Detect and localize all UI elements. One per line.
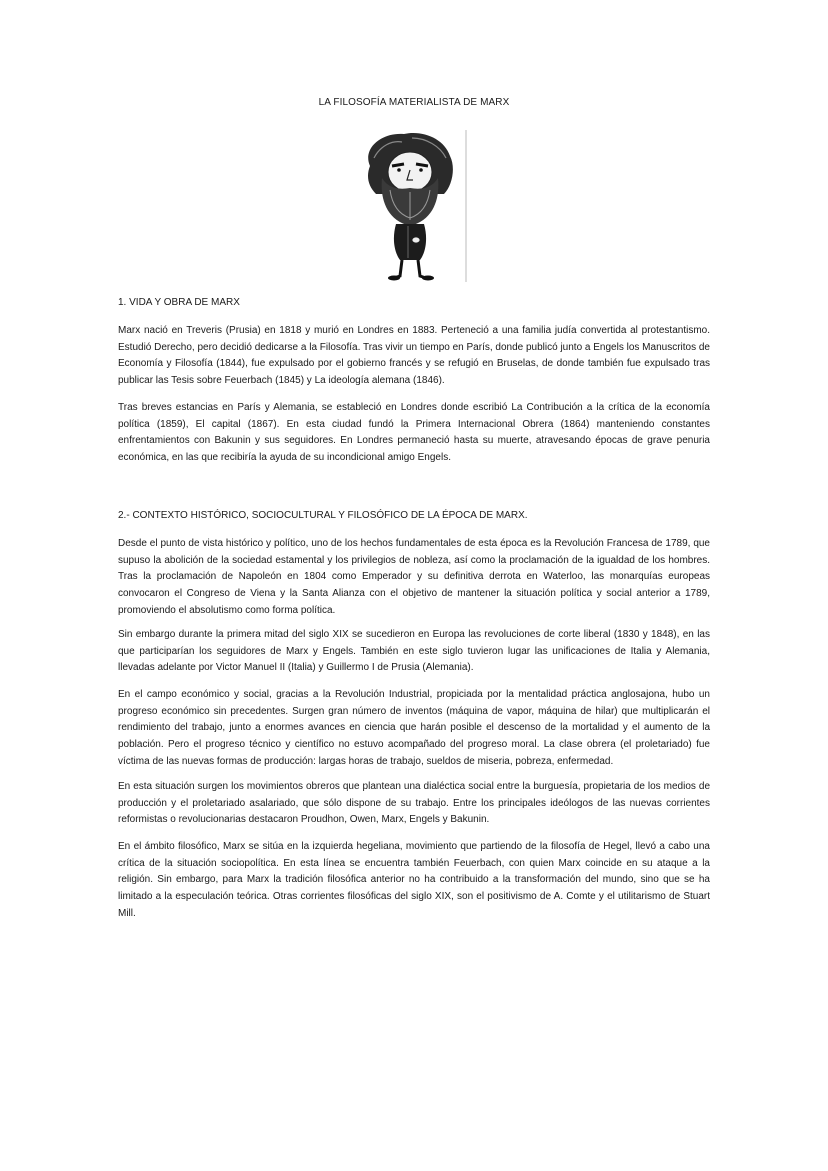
paragraph: Desde el punto de vista histórico y político, uno de los hechos fundamentales de esta época es la Revolución Francesa de 1789, que supuso la abolición de la sociedad estamental y los privilegios de nobleza, así como la proclamación de la igualdad de los hombres. Tras la proclamación de Napoleón en 1804 como Emperador y su definitiva derrota en Waterloo, las monarquías europeas convocaron el Congreso de Viena y la Santa Alianza con el objetivo de mantener la situación política y social anterior a 1789, promoviendo el absolutismo como forma política. <box>118 538 710 616</box>
paragraph: Marx nació en Treveris (Prusia) en 1818 y murió en Londres en 1883. Perteneció a una familia judía convertida al protestantismo. Estudió Derecho, pero decidió dedicarse a la Filosofía. Tras vivir un tiempo en París, donde publicó junto a Engels los Manuscritos de Economía y Filosofía (1844), fue expulsado por el gobierno francés y se refugió en Bruselas, de donde también fue expulsado tras publicar las Tesis sobre Feuerbach (1845) y La ideología alemana (1846). <box>118 325 710 387</box>
paragraph: En esta situación surgen los movimientos obreros que plantean una dialéctica social entre la burguesía, propietaria de los medios de producción y el proletariado asalariado, que sólo dispone de su trabajo. Entre los principales ideólogos de las nuevas corrientes reformistas o revolucionarias destacaron Proudhon, Owen, Marx, Engels y Bakunin. <box>118 781 710 826</box>
document-title: LA FILOSOFÍA MATERIALISTA DE MARX <box>318 97 510 108</box>
paragraph: Tras breves estancias en París y Alemania, se estableció en Londres donde escribió La Contribución a la crítica de la economía política (1859), El capital (1867). En esta ciudad fundó la Primera Internacional Obrera (1864) manteniendo constantes enfrentamientos con Bakunin y sus seguidores. En Londres permaneció hasta su muerte, atravesando épocas de grave penuria económica, en las que recibiría la ayuda de su incondicional amigo Engels. <box>118 402 710 464</box>
marx-caricature-illustration <box>352 128 470 284</box>
paragraph: Sin embargo durante la primera mitad del siglo XIX se sucedieron en Europa las revoluciones de corte liberal (1830 y 1848), en las que participarían los seguidores de Marx y Engels. También en este siglo tuvieron lugar las unificaciones de Italia y Alemania, llevadas adelante por Victor Manuel II (Italia) y Guillermo I de Prusia (Alemania). <box>118 629 710 674</box>
paragraph: En el campo económico y social, gracias a la Revolución Industrial, propiciada por la mentalidad práctica anglosajona, hubo un progreso económico sin precedentes. Surgen gran número de inventos (máquina de vapor, máquina de hilar) que multiplicarán el rendimiento del trabajo, junto a enormes avances en ciencia que harán posible el descenso de la mortalidad y el aumento de la población. Pero el progreso técnico y científico no estuvo acompañado del progreso moral. La clase obrera (el proletariado) fue víctima de las nuevas formas de producción: largas horas de trabajo, sueldos de miseria, pobreza, enfermedad. <box>118 689 710 767</box>
section-heading-contexto: 2.- CONTEXTO HISTÓRICO, SOCIOCULTURAL Y FILOSÓFICO DE LA ÉPOCA DE MARX. <box>118 510 528 521</box>
paragraph: En el ámbito filosófico, Marx se sitúa en la izquierda hegeliana, movimiento que partiendo de la filosofía de Hegel, llevó a cabo una crítica de la situación sociopolítica. En esta línea se encuentra también Feuerbach, con quien Marx coincide en su ataque a la religión. Sin embargo, para Marx la tradición filosófica anterior no ha contribuido a la transformación del mundo, sino que se ha limitado a la especulación teórica. Otras corrientes filosóficas del siglo XIX, son el positivismo de A. Comte y el utilitarismo de Stuart Mill. <box>118 841 710 919</box>
section-heading-vida-obra: 1. VIDA Y OBRA DE MARX <box>118 297 240 308</box>
